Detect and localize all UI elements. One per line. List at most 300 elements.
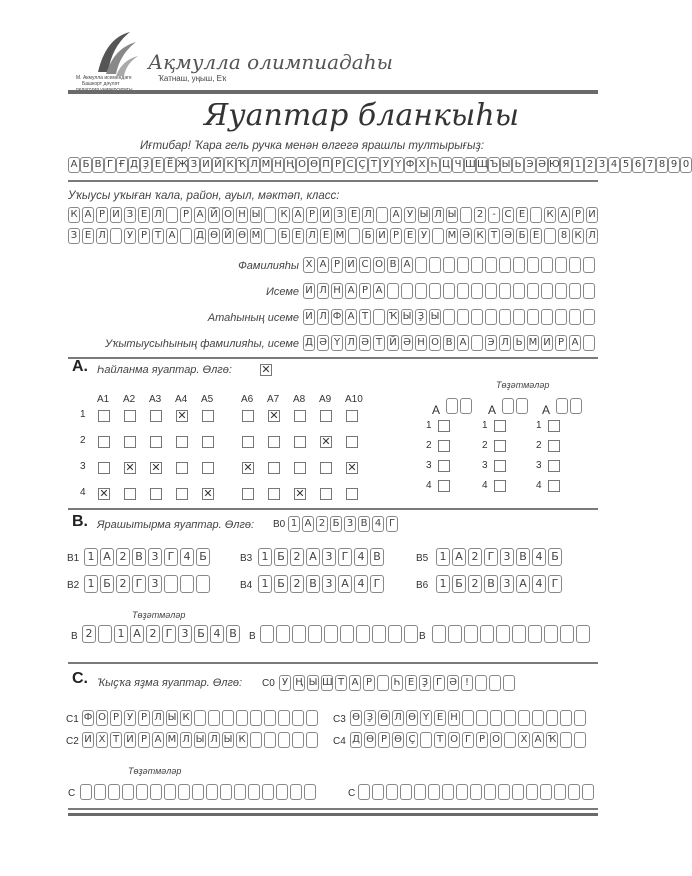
letter-box[interactable]: Ф <box>331 309 343 325</box>
letter-box[interactable]: В <box>132 548 146 566</box>
letter-box[interactable]: И <box>124 732 136 748</box>
letter-box[interactable]: Л <box>317 309 329 325</box>
letter-box[interactable] <box>180 228 192 244</box>
letter-box[interactable] <box>528 625 542 643</box>
letter-box[interactable] <box>208 710 220 726</box>
answer-checkbox[interactable] <box>150 488 162 500</box>
letter-box[interactable] <box>460 207 472 223</box>
answer-checkbox[interactable] <box>124 488 136 500</box>
letter-box[interactable]: А <box>569 335 581 351</box>
letter-box[interactable] <box>569 309 581 325</box>
letter-box[interactable]: Ө <box>236 228 248 244</box>
letter-box[interactable] <box>222 710 234 726</box>
letter-box[interactable]: 1 <box>114 625 128 643</box>
c-correction-1[interactable] <box>80 784 316 800</box>
letter-box[interactable] <box>442 784 454 800</box>
correction-checkbox[interactable] <box>548 460 560 472</box>
letter-box[interactable] <box>544 625 558 643</box>
letter-box[interactable]: 3 <box>322 575 336 593</box>
letter-box[interactable]: В <box>387 257 399 273</box>
letter-box[interactable] <box>429 257 441 273</box>
answer-checkbox[interactable] <box>98 462 110 474</box>
letter-box[interactable]: 1 <box>258 548 272 566</box>
correction-number-box[interactable] <box>446 398 458 414</box>
letter-box[interactable] <box>470 784 482 800</box>
school-line-2[interactable] <box>68 228 598 244</box>
correction-checkbox[interactable] <box>494 460 506 472</box>
letter-box[interactable]: В <box>516 548 530 566</box>
letter-box[interactable] <box>196 575 210 593</box>
letter-box[interactable] <box>308 625 322 643</box>
letter-box[interactable] <box>236 710 248 726</box>
letter-box[interactable]: Г <box>132 575 146 593</box>
letter-box[interactable] <box>457 309 469 325</box>
answer-checkbox[interactable] <box>202 436 214 448</box>
letter-box[interactable] <box>457 257 469 273</box>
b-correction-2[interactable] <box>260 625 418 643</box>
letter-box[interactable]: С <box>359 257 371 273</box>
letter-box[interactable]: Г <box>548 575 562 593</box>
letter-box[interactable] <box>527 283 539 299</box>
letter-box[interactable] <box>401 283 413 299</box>
letter-box[interactable] <box>292 625 306 643</box>
letter-box[interactable]: Е <box>434 710 446 726</box>
letter-box[interactable]: Л <box>392 710 404 726</box>
letter-box[interactable]: А <box>82 207 94 223</box>
letter-box[interactable] <box>546 710 558 726</box>
letter-box[interactable] <box>428 784 440 800</box>
letter-box[interactable]: 2 <box>474 207 486 223</box>
answer-checkbox[interactable]: ✕ <box>125 461 135 474</box>
letter-box[interactable] <box>540 784 552 800</box>
letter-box[interactable] <box>264 710 276 726</box>
letter-box[interactable] <box>462 710 474 726</box>
letter-box[interactable] <box>180 575 194 593</box>
letter-box[interactable]: Ҙ <box>415 309 427 325</box>
letter-box[interactable]: И <box>586 207 598 223</box>
answer-checkbox[interactable]: ✕ <box>321 435 331 448</box>
letter-box[interactable] <box>485 309 497 325</box>
b-correction-1[interactable] <box>82 625 240 643</box>
letter-box[interactable]: И <box>345 257 357 273</box>
letter-box[interactable]: А <box>130 625 144 643</box>
letter-box[interactable]: Р <box>138 228 150 244</box>
correction-checkbox[interactable] <box>438 480 450 492</box>
letter-box[interactable] <box>404 625 418 643</box>
letter-box[interactable]: А <box>100 548 114 566</box>
letter-box[interactable]: У <box>124 710 136 726</box>
letter-box[interactable]: Ә <box>502 228 514 244</box>
letter-box[interactable] <box>278 710 290 726</box>
letter-box[interactable]: Ы <box>194 732 206 748</box>
answer-checkbox[interactable] <box>294 462 306 474</box>
letter-box[interactable]: 4 <box>210 625 224 643</box>
letter-box[interactable]: Й <box>208 207 220 223</box>
letter-box[interactable]: Р <box>572 207 584 223</box>
letter-box[interactable] <box>583 283 595 299</box>
letter-box[interactable]: Е <box>82 228 94 244</box>
letter-box[interactable]: Б <box>278 228 290 244</box>
letter-box[interactable]: Р <box>555 335 567 351</box>
letter-box[interactable]: 2 <box>116 575 130 593</box>
letter-box[interactable]: 4 <box>532 575 546 593</box>
letter-box[interactable]: А <box>152 732 164 748</box>
answer-checkbox[interactable] <box>242 488 254 500</box>
letter-box[interactable]: Л <box>152 710 164 726</box>
letter-box[interactable]: К <box>68 207 80 223</box>
letter-box[interactable]: 4 <box>354 548 368 566</box>
letter-box[interactable] <box>340 625 354 643</box>
letter-box[interactable]: Ы <box>429 309 441 325</box>
letter-box[interactable] <box>122 784 134 800</box>
letter-box[interactable]: А <box>452 548 466 566</box>
answer-checkbox[interactable] <box>294 436 306 448</box>
letter-box[interactable] <box>276 625 290 643</box>
letter-box[interactable]: А <box>457 335 469 351</box>
letter-box[interactable] <box>192 784 204 800</box>
letter-box[interactable] <box>110 228 122 244</box>
letter-box[interactable]: Т <box>373 335 385 351</box>
letter-box[interactable] <box>386 784 398 800</box>
letter-box[interactable]: О <box>373 257 385 273</box>
answer-checkbox[interactable]: ✕ <box>347 461 357 474</box>
correction-number-box[interactable] <box>502 398 514 414</box>
answer-checkbox[interactable]: ✕ <box>99 487 109 500</box>
answer-checkbox[interactable]: ✕ <box>151 461 161 474</box>
letter-box[interactable]: Р <box>378 732 390 748</box>
letter-box[interactable] <box>292 710 304 726</box>
letter-box[interactable] <box>513 257 525 273</box>
letter-box[interactable] <box>555 283 567 299</box>
letter-box[interactable] <box>108 784 120 800</box>
letter-box[interactable] <box>485 283 497 299</box>
letter-box[interactable] <box>443 257 455 273</box>
letter-box[interactable]: 2 <box>116 548 130 566</box>
letter-box[interactable] <box>372 784 384 800</box>
letter-box[interactable] <box>250 732 262 748</box>
letter-box[interactable]: 2 <box>468 575 482 593</box>
letter-box[interactable]: Г <box>338 548 352 566</box>
correction-checkbox[interactable] <box>494 420 506 432</box>
b6-answer[interactable] <box>436 575 562 593</box>
letter-box[interactable]: Э <box>485 335 497 351</box>
letter-box[interactable]: М <box>166 732 178 748</box>
letter-box[interactable] <box>324 625 338 643</box>
letter-box[interactable]: Л <box>362 207 374 223</box>
letter-box[interactable]: Г <box>484 548 498 566</box>
letter-box[interactable]: В <box>226 625 240 643</box>
answer-checkbox[interactable] <box>242 410 254 422</box>
letter-box[interactable]: Л <box>306 228 318 244</box>
answer-checkbox[interactable] <box>320 462 332 474</box>
answer-checkbox[interactable] <box>346 410 358 422</box>
answer-checkbox[interactable] <box>150 436 162 448</box>
letter-box[interactable]: И <box>320 207 332 223</box>
letter-box[interactable]: М <box>527 335 539 351</box>
letter-box[interactable]: В <box>484 575 498 593</box>
letter-box[interactable]: О <box>222 207 234 223</box>
letter-box[interactable] <box>376 207 388 223</box>
letter-box[interactable]: Б <box>100 575 114 593</box>
letter-box[interactable] <box>555 257 567 273</box>
letter-box[interactable] <box>541 283 553 299</box>
letter-box[interactable]: А <box>292 207 304 223</box>
c4-answer[interactable] <box>350 732 586 748</box>
b-correction-3[interactable] <box>432 625 590 643</box>
letter-box[interactable] <box>527 309 539 325</box>
letter-box[interactable] <box>518 710 530 726</box>
letter-box[interactable] <box>532 710 544 726</box>
letter-box[interactable]: 3 <box>500 548 514 566</box>
letter-box[interactable] <box>512 784 524 800</box>
letter-box[interactable] <box>576 625 590 643</box>
correction-checkbox[interactable] <box>548 440 560 452</box>
letter-box[interactable]: К <box>180 710 192 726</box>
letter-box[interactable]: 8 <box>558 228 570 244</box>
letter-box[interactable] <box>574 732 586 748</box>
letter-box[interactable]: 2 <box>146 625 160 643</box>
correction-checkbox[interactable] <box>494 480 506 492</box>
letter-box[interactable]: Н <box>415 335 427 351</box>
letter-box[interactable]: Е <box>404 228 416 244</box>
letter-box[interactable]: Б <box>452 575 466 593</box>
letter-box[interactable]: Л <box>499 335 511 351</box>
letter-box[interactable]: Л <box>586 228 598 244</box>
letter-box[interactable]: Ы <box>250 207 262 223</box>
letter-box[interactable] <box>388 625 402 643</box>
correction-checkbox[interactable] <box>438 460 450 472</box>
letter-box[interactable] <box>292 732 304 748</box>
letter-box[interactable]: Е <box>320 228 332 244</box>
letter-box[interactable]: Г <box>164 548 178 566</box>
letter-box[interactable]: Й <box>222 228 234 244</box>
letter-box[interactable]: 4 <box>354 575 368 593</box>
letter-box[interactable]: З <box>124 207 136 223</box>
answer-checkbox[interactable] <box>176 488 188 500</box>
letter-box[interactable]: Ө <box>350 710 362 726</box>
answer-checkbox[interactable] <box>346 436 358 448</box>
letter-box[interactable] <box>471 283 483 299</box>
letter-box[interactable] <box>443 309 455 325</box>
letter-box[interactable]: А <box>345 309 357 325</box>
letter-box[interactable] <box>490 710 502 726</box>
letter-box[interactable] <box>358 784 370 800</box>
letter-box[interactable]: Ө <box>406 710 418 726</box>
letter-box[interactable]: В <box>306 575 320 593</box>
letter-box[interactable] <box>400 784 412 800</box>
letter-box[interactable]: Ы <box>418 207 430 223</box>
letter-box[interactable] <box>541 257 553 273</box>
letter-box[interactable]: Ү <box>420 710 432 726</box>
letter-box[interactable]: Х <box>96 732 108 748</box>
letter-box[interactable]: 3 <box>500 575 514 593</box>
letter-box[interactable] <box>356 625 370 643</box>
letter-box[interactable]: В <box>443 335 455 351</box>
letter-box[interactable]: Р <box>180 207 192 223</box>
letter-box[interactable] <box>220 784 232 800</box>
letter-box[interactable] <box>306 710 318 726</box>
letter-box[interactable] <box>448 625 462 643</box>
letter-box[interactable]: Н <box>331 283 343 299</box>
answer-checkbox[interactable] <box>320 410 332 422</box>
letter-box[interactable] <box>560 625 574 643</box>
letter-box[interactable]: А <box>166 228 178 244</box>
letter-box[interactable]: Б <box>274 548 288 566</box>
letter-box[interactable]: А <box>338 575 352 593</box>
letter-box[interactable]: Ө <box>378 710 390 726</box>
letter-box[interactable]: Ә <box>359 335 371 351</box>
letter-box[interactable] <box>498 784 510 800</box>
letter-box[interactable]: Р <box>476 732 488 748</box>
letter-box[interactable]: И <box>110 207 122 223</box>
letter-box[interactable] <box>499 257 511 273</box>
letter-box[interactable] <box>250 710 262 726</box>
letter-box[interactable] <box>166 207 178 223</box>
letter-box[interactable]: 4 <box>532 548 546 566</box>
patronymic-field[interactable] <box>303 309 595 325</box>
answer-checkbox[interactable] <box>242 436 254 448</box>
correction-checkbox[interactable] <box>548 420 560 432</box>
letter-box[interactable]: Р <box>138 710 150 726</box>
letter-box[interactable]: А <box>401 257 413 273</box>
b5-answer[interactable] <box>436 548 562 566</box>
letter-box[interactable] <box>276 784 288 800</box>
letter-box[interactable]: Д <box>194 228 206 244</box>
letter-box[interactable]: Ө <box>364 732 376 748</box>
answer-checkbox[interactable]: ✕ <box>295 487 305 500</box>
letter-box[interactable]: У <box>418 228 430 244</box>
letter-box[interactable] <box>373 309 385 325</box>
letter-box[interactable]: Ф <box>82 710 94 726</box>
letter-box[interactable]: - <box>488 207 500 223</box>
letter-box[interactable] <box>499 283 511 299</box>
letter-box[interactable]: Л <box>96 228 108 244</box>
letter-box[interactable]: А <box>373 283 385 299</box>
letter-box[interactable] <box>348 228 360 244</box>
letter-box[interactable]: О <box>448 732 460 748</box>
letter-box[interactable] <box>264 228 276 244</box>
letter-box[interactable]: Ы <box>222 732 234 748</box>
answer-checkbox[interactable] <box>124 436 136 448</box>
surname-field[interactable] <box>303 257 595 273</box>
letter-box[interactable]: Е <box>292 228 304 244</box>
letter-box[interactable]: З <box>334 207 346 223</box>
letter-box[interactable]: К <box>572 228 584 244</box>
letter-box[interactable] <box>583 335 595 351</box>
letter-box[interactable] <box>432 625 446 643</box>
letter-box[interactable]: Ы <box>166 710 178 726</box>
letter-box[interactable] <box>372 625 386 643</box>
letter-box[interactable]: Ҡ <box>387 309 399 325</box>
letter-box[interactable] <box>496 625 510 643</box>
letter-box[interactable] <box>560 710 572 726</box>
letter-box[interactable] <box>504 710 516 726</box>
teacher-field[interactable] <box>303 335 595 351</box>
letter-box[interactable] <box>544 228 556 244</box>
letter-box[interactable] <box>569 257 581 273</box>
letter-box[interactable]: 1 <box>258 575 272 593</box>
letter-box[interactable] <box>568 784 580 800</box>
letter-box[interactable] <box>98 625 112 643</box>
letter-box[interactable]: Ө <box>208 228 220 244</box>
school-line-1[interactable] <box>68 207 598 223</box>
letter-box[interactable] <box>420 732 432 748</box>
letter-box[interactable] <box>264 207 276 223</box>
letter-box[interactable]: Р <box>331 257 343 273</box>
letter-box[interactable] <box>583 257 595 273</box>
letter-box[interactable] <box>464 625 478 643</box>
letter-box[interactable]: Л <box>317 283 329 299</box>
letter-box[interactable]: 2 <box>290 575 304 593</box>
letter-box[interactable]: Н <box>236 207 248 223</box>
letter-box[interactable] <box>504 732 516 748</box>
c3-answer[interactable] <box>350 710 586 726</box>
letter-box[interactable]: Л <box>345 335 357 351</box>
letter-box[interactable]: И <box>82 732 94 748</box>
letter-box[interactable]: Р <box>110 710 122 726</box>
correction-checkbox[interactable] <box>438 420 450 432</box>
letter-box[interactable]: Г <box>462 732 474 748</box>
letter-box[interactable] <box>476 710 488 726</box>
letter-box[interactable] <box>560 732 572 748</box>
letter-box[interactable]: Р <box>306 207 318 223</box>
letter-box[interactable]: 3 <box>148 575 162 593</box>
letter-box[interactable]: Т <box>434 732 446 748</box>
correction-number-box[interactable] <box>460 398 472 414</box>
letter-box[interactable] <box>304 784 316 800</box>
correction-number-box[interactable] <box>570 398 582 414</box>
letter-box[interactable] <box>530 207 542 223</box>
letter-box[interactable]: Й <box>387 335 399 351</box>
letter-box[interactable]: У <box>404 207 416 223</box>
letter-box[interactable]: Т <box>152 228 164 244</box>
letter-box[interactable] <box>429 283 441 299</box>
letter-box[interactable]: Б <box>516 228 528 244</box>
letter-box[interactable] <box>527 257 539 273</box>
letter-box[interactable]: А <box>317 257 329 273</box>
letter-box[interactable]: М <box>250 228 262 244</box>
letter-box[interactable] <box>278 732 290 748</box>
letter-box[interactable]: 2 <box>290 548 304 566</box>
letter-box[interactable] <box>541 309 553 325</box>
letter-box[interactable]: Х <box>303 257 315 273</box>
letter-box[interactable] <box>94 784 106 800</box>
letter-box[interactable]: Д <box>303 335 315 351</box>
letter-box[interactable] <box>260 625 274 643</box>
letter-box[interactable]: Т <box>359 309 371 325</box>
letter-box[interactable] <box>206 784 218 800</box>
letter-box[interactable]: В <box>370 548 384 566</box>
letter-box[interactable] <box>262 784 274 800</box>
b3-answer[interactable] <box>258 548 384 566</box>
letter-box[interactable] <box>264 732 276 748</box>
letter-box[interactable] <box>80 784 92 800</box>
letter-box[interactable]: Е <box>530 228 542 244</box>
letter-box[interactable]: Л <box>432 207 444 223</box>
letter-box[interactable]: Б <box>194 625 208 643</box>
letter-box[interactable]: Т <box>488 228 500 244</box>
letter-box[interactable]: 3 <box>148 548 162 566</box>
letter-box[interactable]: К <box>544 207 556 223</box>
letter-box[interactable] <box>526 784 538 800</box>
letter-box[interactable]: А <box>558 207 570 223</box>
letter-box[interactable] <box>415 283 427 299</box>
letter-box[interactable]: А <box>306 548 320 566</box>
letter-box[interactable]: Г <box>370 575 384 593</box>
letter-box[interactable] <box>234 784 246 800</box>
letter-box[interactable]: Ә <box>401 335 413 351</box>
letter-box[interactable]: 4 <box>180 548 194 566</box>
